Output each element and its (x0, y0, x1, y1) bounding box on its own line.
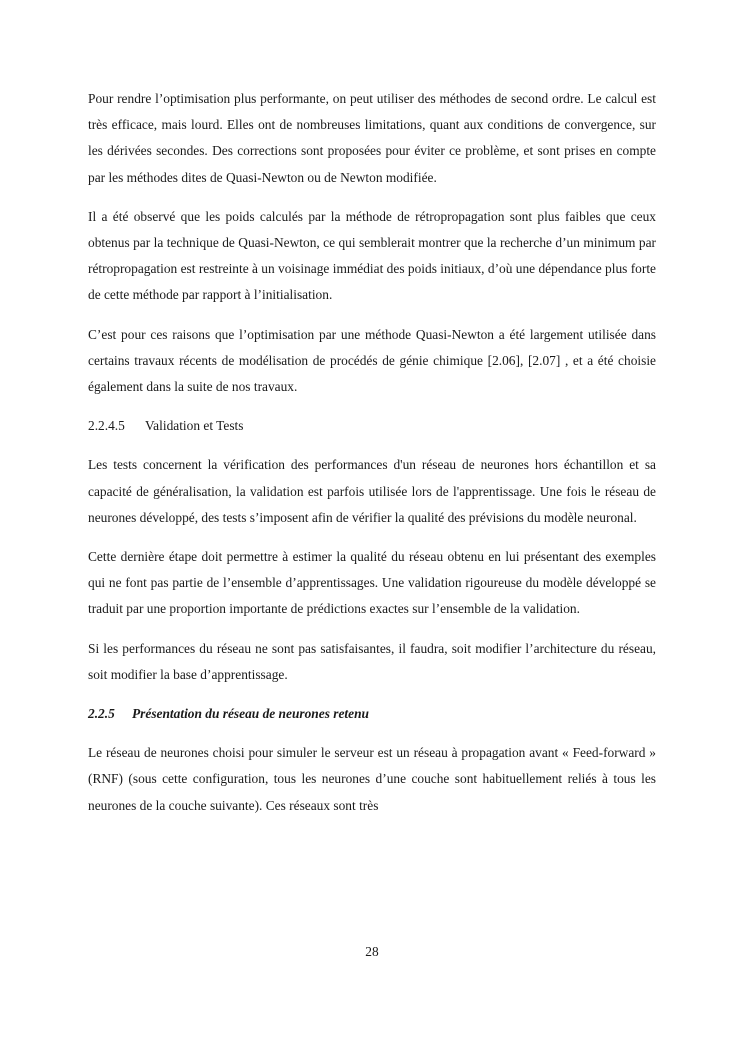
paragraph-feed-forward: Le réseau de neurones choisi pour simuler le serveur est un réseau à propagation avant « Feed-forward » (RNF) (sous cette configuration, tous les neurones d’une couche sont habituellement reliés à tous les neurones de la couche suivante). Ces réseaux sont très (88, 745, 656, 813)
paragraph-performance: Si les performances du réseau ne sont pas satisfaisantes, il faudra, soit modifier l’architecture du réseau, soit modifier la base d’apprentissage. (88, 640, 656, 682)
section-title: Présentation du réseau de neurones retenu (132, 706, 369, 722)
paragraph-quasi-newton-choice: C’est pour ces raisons que l’optimisation par une méthode Quasi-Newton a été largement utilisée dans certains travaux récents de modélisation de procédés de génie chimique [2.06], [2.07] , et a été choisie également dans la suite de nos travaux. (88, 326, 656, 395)
section-number: 2.2.4.5 (88, 418, 125, 434)
paragraph-weights-observation: Il a été observé que les poids calculés par la méthode de rétropropagation sont plus faibles que ceux obtenus par la technique de Quasi-Newton, ce qui semblerait montrer que la recherche d’un minimum par rétropropagation est restreinte à un voisinage immédiat des poids initiaux, d’où une dépendance plus forte de cette méthode par rapport à l’initialisation. (88, 208, 656, 303)
section-number: 2.2.5 (88, 706, 115, 722)
section-heading-validation (88, 413, 656, 439)
page-number: 28 (365, 944, 379, 959)
section-heading-network (88, 701, 656, 727)
paragraph-second-order-methods: Pour rendre l’optimisation plus performante, on peut utiliser des méthodes de second ordre. Le calcul est très efficace, mais lourd. Elles ont de nombreuses limitations, quant aux conditions de convergence, sur les dérivées secondes. Des corrections sont proposées pour éviter ce problème, et sont prises en compte par les méthodes dites de Quasi-Newton ou de Newton modifiée. (88, 91, 656, 185)
paragraph-last-step: Cette dernière étape doit permettre à estimer la qualité du réseau obtenu en lui présentant des exemples qui ne font pas partie de l’ensemble d’apprentissages. Une validation rigoureuse du modèle développé se traduit par une proportion importante de prédictions exactes sur l’ensemble de la validation. (88, 549, 656, 617)
paragraph-tests: Les tests concernent la vérification des performances d'un réseau de neurones hors échantillon et sa capacité de généralisation, la validation est parfois utilisée lors de l'apprentissage. Une fois le réseau de neurones développé, des tests s’imposent afin de vérifier la qualité des prévisions du modèle neuronal. (88, 457, 656, 525)
document-page (88, 86, 656, 832)
section-title: Validation et Tests (145, 418, 244, 434)
